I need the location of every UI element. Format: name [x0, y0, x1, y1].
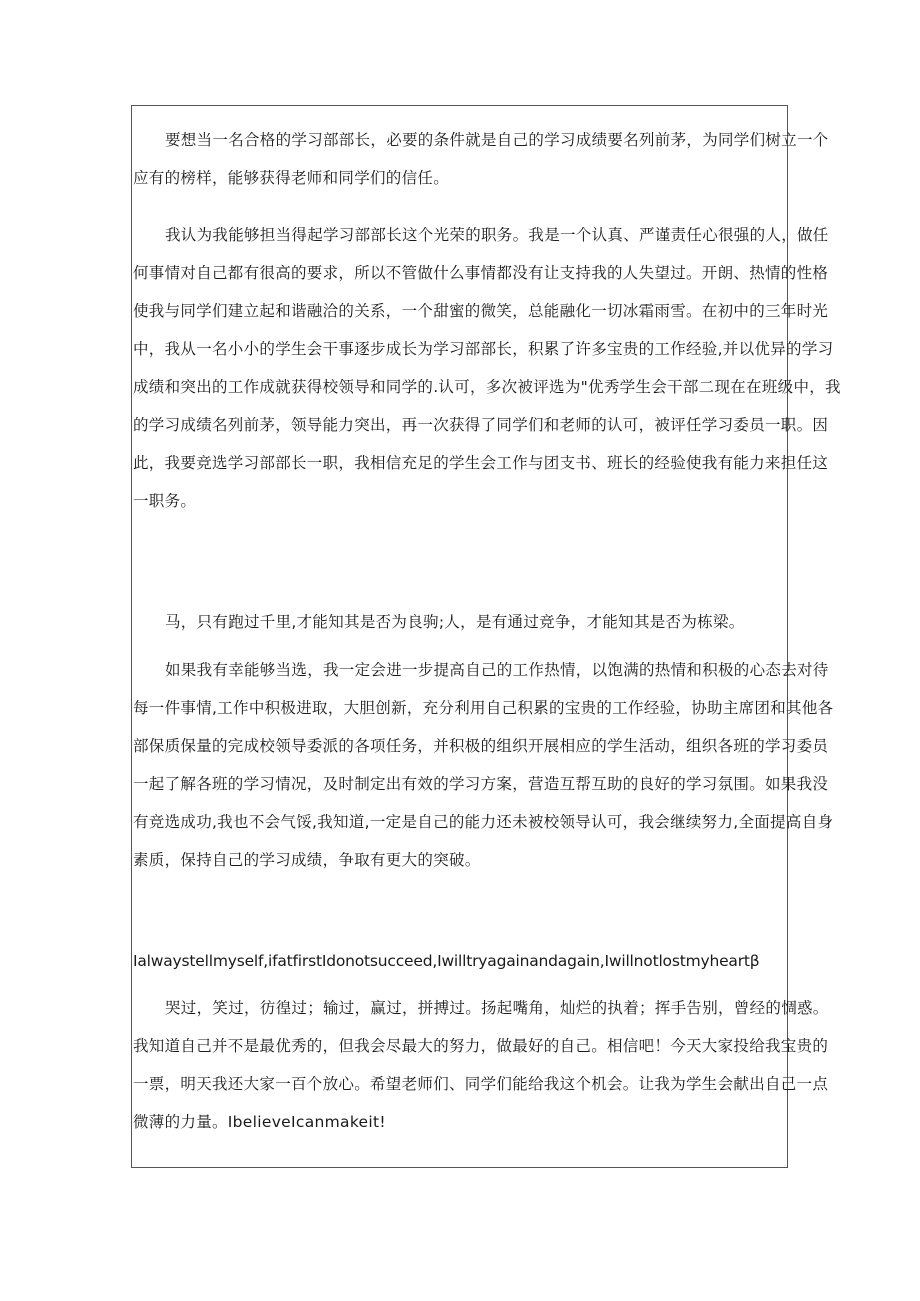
paragraph-line: 一职务。 — [133, 492, 197, 510]
paragraph-6 — [133, 989, 829, 1141]
paragraph-line: 使我与同学们建立起和谐融洽的关系，一个甜蜜的微笑，总能融化一切冰霜雨雪。在初中的三年时光 — [133, 302, 829, 320]
paragraph-line: 微薄的力量。IbelieveIcanmakeit! — [133, 1113, 386, 1131]
paragraph-line: 应有的榜样，能够获得老师和同学们的信任。 — [133, 169, 450, 187]
paragraph-line: 如果我有幸能够当选，我一定会进一步提高自己的工作热情，以饱满的热情和积极的心态去对待 — [165, 661, 829, 679]
paragraph-line: Ialwaystellmyself,ifatfirstIdonotsucceed,Iwilltryagainandagain,Iwillnotlostmyheartβ — [133, 952, 760, 970]
paragraph-line: 要想当一名合格的学习部部长，必要的条件就是自己的学习成绩要名列前茅，为同学们树立一个 — [165, 131, 829, 149]
paragraph-line: 一起了解各班的学习情况，及时制定出有效的学习方案，营造互帮互助的良好的学习氛围。如果我没 — [133, 775, 829, 793]
paragraph-line: 一票，明天我还大家一百个放心。希望老师们、同学们能给我这个机会。让我为学生会献出自己一点 — [133, 1075, 829, 1093]
paragraph-line: 此，我要竞选学习部部长一职，我相信充足的学生会工作与团支书、班长的经验使我有能力来担任这 — [133, 454, 829, 472]
paragraph-line: 部保质保量的完成校领导委派的各项任务，并积极的组织开展相应的学生活动，组织各班的学习委员 — [133, 737, 829, 755]
paragraph-line: 中，我从一名小小的学生会干事逐步成长为学习部部长，积累了许多宝贵的工作经验,并以优异的学习 — [133, 340, 834, 358]
paragraph-line: 成绩和突出的工作成就获得校领导和同学的.认可，多次被评选为"优秀学生会干部二现在在班级中，我 — [133, 378, 841, 396]
paragraph-line: 我认为我能够担当得起学习部部长这个光荣的职务。我是一个认真、严谨责任心很强的人，做任 — [165, 226, 829, 244]
paragraph-3 — [133, 603, 783, 641]
paragraph-line: 有竞选成功,我也不会气馁,我知道,一定是自己的能力还未被校领导认可，我会继续努力,全面提高自身 — [133, 813, 834, 831]
paragraph-1 — [133, 121, 829, 197]
paragraph-line: 马，只有跑过千里,才能知其是否为良驹;人，是有通过竞争，才能知其是否为栋梁。 — [165, 613, 745, 631]
paragraph-line: 素质，保持自己的学习成绩，争取有更大的突破。 — [133, 851, 481, 869]
paragraph-line: 的学习成绩名列前茅，领导能力突出，再一次获得了同学们和老师的认可，被评任学习委员一职。因 — [133, 416, 829, 434]
paragraph-2 — [133, 216, 841, 520]
paragraph-5 — [133, 942, 783, 980]
paragraph-line: 何事情对自己都有很高的要求，所以不管做什么事情都没有让支持我的人失望过。开朗、热情的性格 — [133, 264, 829, 282]
paragraph-4 — [133, 651, 834, 879]
paragraph-line: 哭过，笑过，彷徨过；输过，赢过，拼搏过。扬起嘴角，灿烂的执着；挥手告别，曾经的惆惑。 — [165, 999, 829, 1017]
paragraph-line: 我知道自己并不是最优秀的，但我会尽最大的努力，做最好的自己。相信吧！今天大家投给我宝贵的 — [133, 1037, 829, 1055]
paragraph-line: 每一件事情,工作中积极进取，大胆创新，充分利用自己积累的宝贵的工作经验，协助主席团和其他各 — [133, 699, 834, 717]
